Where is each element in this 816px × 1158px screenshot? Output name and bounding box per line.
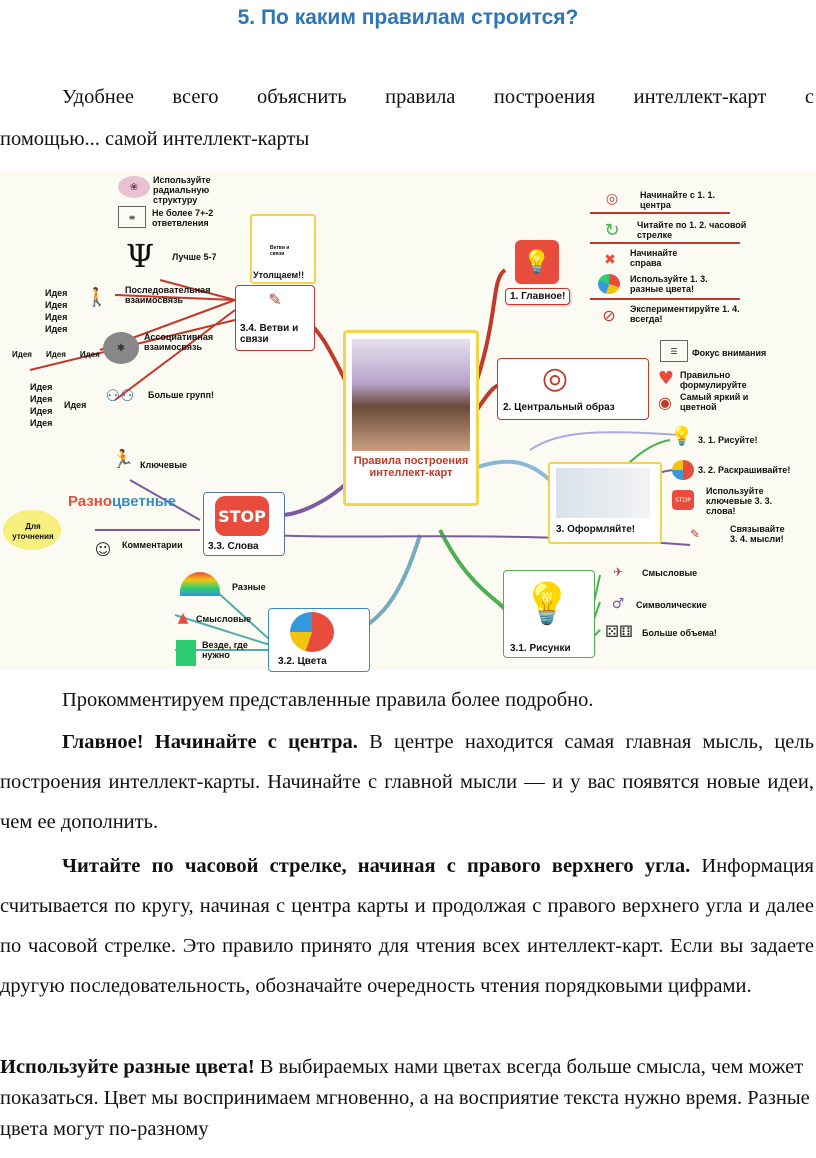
- b34-idea-list-1: [45, 288, 67, 334]
- branch-32-label: 3.2. Цвета: [278, 656, 327, 667]
- b34-item-2: Не более 7+-2 ответвления: [152, 208, 214, 228]
- b32-item-2: Смысловые: [196, 614, 252, 624]
- b31-icon-1: ✈: [612, 565, 624, 579]
- b34-item-3: Лучше 5-7: [172, 252, 217, 262]
- branch-31-label: 3.1. Рисунки: [510, 643, 571, 654]
- b3-icon-2: [672, 460, 694, 480]
- b3-item-1: 3. 1. Рисуйте!: [698, 435, 758, 445]
- b34-item-4: Последовательная взаимосвязь: [125, 285, 211, 305]
- b33-icon-1: 🏃: [111, 448, 135, 470]
- b34-icon-6: ⚇⚇: [105, 385, 135, 405]
- idea: Идея: [12, 350, 32, 359]
- b1-item-1: Начинайте с 1. 1. центра: [640, 190, 715, 210]
- b3-icon-1: 💡: [670, 425, 694, 447]
- b2-icon-2: ♥: [657, 367, 675, 389]
- idea: Идея: [45, 288, 68, 298]
- b1-icon-3: ✖: [604, 252, 616, 268]
- branch-2-icon: ◎: [541, 360, 569, 396]
- branch-1-icon: 💡: [515, 240, 559, 284]
- b3-icon-4: ✎: [689, 527, 701, 541]
- b33-icon-3: ☺: [94, 539, 112, 559]
- b1-icon-1: ◎: [605, 191, 619, 207]
- paragraph-clockwise-text: Информация считывается по кругу, начиная с центра карты и продолжая с правого верхнего угла и далее по часовой стрелке. Это правило принято для чтения всех интеллект-карт. Если вы задаете другую последовательность, обозначайте очередность чтения порядковыми цифрами.: [0, 855, 814, 997]
- cvetnye-part: цветные: [112, 493, 176, 510]
- idea: Идея: [45, 350, 66, 359]
- b1-rule-1: [590, 212, 730, 214]
- b34-small: Ветви и связи: [270, 245, 290, 257]
- branch-33-label: 3.3. Слова: [208, 541, 259, 552]
- b34-idea-list-2: [30, 382, 52, 428]
- b2-item-3: Самый яркий и цветной: [680, 392, 749, 412]
- b2-item-2: Правильно формулируйте: [680, 370, 747, 390]
- b2-icon-3: ◉: [658, 392, 672, 412]
- paragraph-colors-bold: Используйте разные цвета!: [0, 1056, 255, 1078]
- paragraph-clockwise: [0, 846, 814, 1006]
- b1-item-2: Читайте по 1. 2. часовой стрелке: [637, 220, 747, 240]
- b34-icon-2: ≡: [118, 206, 146, 228]
- b34-icon-3: Ψ: [125, 237, 155, 275]
- branch-33-icon: STOP: [215, 496, 269, 536]
- b34-icon-1: ❀: [118, 176, 150, 198]
- center-title: Правила построения интеллект-карт: [353, 455, 469, 479]
- paragraph-colors-text: В выбираемых нами цветах всегда больше смысла, чем может показаться. Цвет мы воспринимаем мгновенно, а на восприятие текста нужно время. Разные цвета могут по-разному: [0, 1056, 810, 1140]
- b1-rule-4: [590, 298, 740, 300]
- paragraph-colors: [0, 1052, 814, 1145]
- idea: Идея: [45, 300, 68, 310]
- b33-item-3: Комментарии: [122, 540, 183, 550]
- paragraph-main-text: В центре находится самая главная мысль, цель построения интеллект-карты. Начинайте с главной мысли — и у вас появятся новые идеи, чем ее дополнить.: [0, 731, 814, 833]
- paragraph-main-bold: Главное! Начинайте с центра.: [62, 731, 358, 753]
- b33-item-1: Ключевые: [140, 460, 188, 470]
- b34-item-6: Больше групп!: [148, 390, 215, 400]
- branch-32-icon: [290, 612, 334, 652]
- branch-34-icon: ✎: [268, 289, 282, 309]
- idea: Идея: [45, 312, 68, 322]
- b1-item-4: Используйте 1. 3. разные цвета!: [630, 274, 708, 294]
- branch-3-photo: [556, 468, 650, 518]
- b2-item-1: Фокус внимания: [692, 348, 767, 358]
- b33-item-2: [68, 493, 176, 510]
- b33-item-4: Для уточнения: [12, 522, 54, 541]
- center-node: [343, 330, 479, 506]
- section-heading: 5. По каким правилам строится?: [237, 6, 579, 29]
- branch-2-label: 2. Центральный образ: [503, 402, 615, 413]
- b1-item-5: Экспериментируйте 1. 4. всегда!: [630, 304, 740, 324]
- idea: Идея: [30, 406, 53, 416]
- b32-item-1: Разные: [232, 582, 266, 592]
- b34-icon-5: ✱: [103, 332, 139, 364]
- b34-idea-mid: Идея: [64, 400, 87, 410]
- intro-word: построения: [493, 86, 596, 108]
- b1-icon-5: ⊘: [602, 305, 616, 325]
- intro-line-2: помощью... самой интеллект-карты: [0, 128, 310, 150]
- b3-icon-3: STOP: [672, 490, 694, 510]
- idea: Идея: [30, 418, 53, 428]
- idea: Идея: [30, 382, 53, 392]
- b1-rule-2: [590, 242, 740, 244]
- paragraph-main: [0, 722, 814, 842]
- b1-icon-2: ↻: [604, 219, 620, 241]
- b34-icon-4: 🚶: [85, 286, 109, 308]
- b32-icon-3: [176, 640, 196, 666]
- b31-item-3: Больше объема!: [642, 628, 717, 638]
- branch-1-label: 1. Главное!: [505, 288, 570, 305]
- b31-icon-2: ♂: [611, 596, 625, 612]
- branch-31-icon: 💡: [522, 580, 572, 627]
- intro-word: правила: [385, 86, 456, 108]
- paragraph-comment: Прокомментируем представленные правила более подробно.: [62, 689, 594, 711]
- b2-icon-1: ☰: [660, 340, 688, 362]
- razno-part: Разно: [68, 493, 113, 510]
- b34-idea-chain: [12, 350, 100, 360]
- b34-upt: Утолщаем!!: [253, 270, 305, 280]
- b32-icon-2: ▲: [177, 610, 189, 626]
- b3-item-2: 3. 2. Раскрашивайте!: [698, 465, 791, 475]
- paragraph-clockwise-bold: Читайте по часовой стрелке, начиная с правого верхнего угла.: [62, 855, 691, 877]
- intro-word: объяснить: [257, 86, 347, 108]
- idea: Идея: [30, 394, 53, 404]
- b34-item-5: Ассоциативная взаимосвязь: [144, 332, 214, 352]
- center-photo: [352, 339, 470, 451]
- b1-icon-4: [598, 274, 620, 294]
- intro-line-1: [62, 86, 814, 109]
- branch-34-label: 3.4. Ветви и связи: [240, 323, 299, 345]
- b31-item-1: Смысловые: [642, 568, 698, 578]
- mind-map-image: [0, 170, 816, 670]
- intro-word: с: [804, 86, 814, 108]
- intro-word: Удобнее: [62, 86, 134, 108]
- idea: Идея: [79, 350, 100, 359]
- b3-item-4: Связывайте 3. 4. мысли!: [730, 524, 785, 544]
- b32-item-3: Везде, где нужно: [202, 640, 248, 660]
- b31-icon-3: ⚄⚅: [605, 621, 633, 641]
- intro-word: интеллект-карт: [633, 86, 767, 108]
- branch-3-label: 3. Оформляйте!: [556, 524, 636, 535]
- b31-item-2: Символические: [636, 600, 707, 610]
- b3-item-3: Используйте ключевые 3. 3. слова!: [706, 486, 773, 516]
- b34-item-1: Используйте радиальную структуру: [153, 175, 211, 205]
- intro-word: всего: [172, 86, 219, 108]
- idea: Идея: [45, 324, 68, 334]
- b1-item-3: Начинайте справа: [630, 248, 678, 268]
